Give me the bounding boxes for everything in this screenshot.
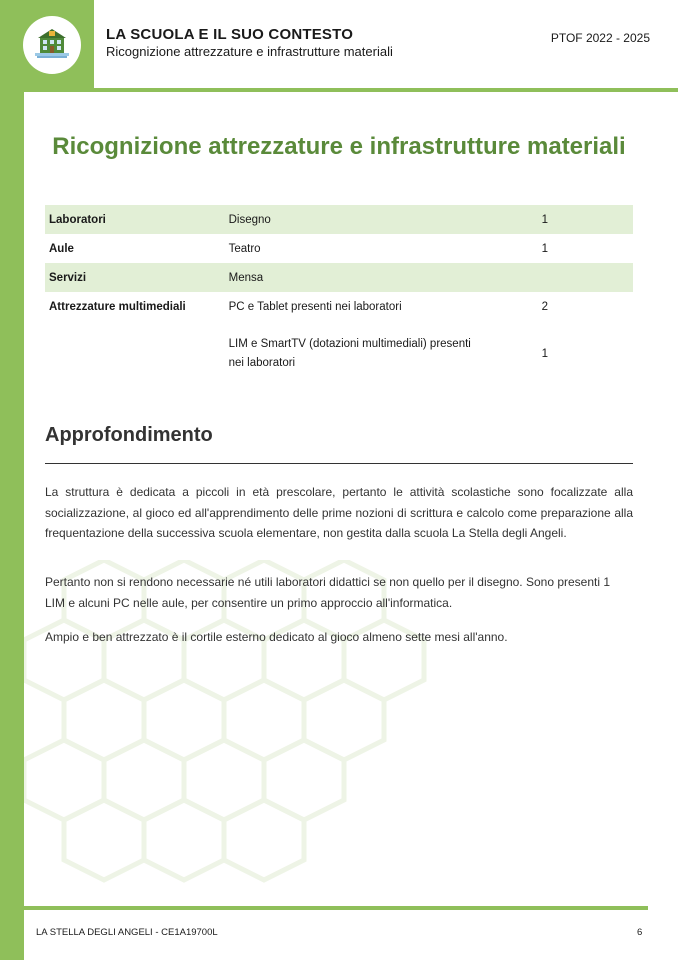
row-category: Servizi bbox=[45, 263, 225, 292]
footer-school-code: LA STELLA DEGLI ANGELI - CE1A19700L bbox=[36, 927, 218, 938]
row-item: Teatro bbox=[228, 242, 261, 255]
page-number: 6 bbox=[637, 927, 643, 938]
row-count: 1 bbox=[541, 347, 549, 360]
paragraph: Pertanto non si rendono necessarie né utili laboratori didattici se non quello per il disegno. Sono presenti 1 LIM e alcuni PC nelle aule, per consentire un primo approccio all'informatica. bbox=[45, 575, 611, 610]
paragraph: La struttura è dedicata a piccoli in età prescolare, pertanto le attività scolastiche sono focalizzate alla socializzazione, al gioco ed all'apprendimento delle prime nozioni di scrittura e calcolo come preparazione alla frequentazione della successiva scuola elementare, non gestita dalla scuola La Stella degli Angeli. bbox=[45, 485, 633, 540]
row-item: Disegno bbox=[225, 205, 538, 234]
header-subtitle: Ricognizione attrezzature e infrastrutture materiali bbox=[106, 44, 393, 59]
row-count bbox=[538, 263, 633, 292]
main-title: Ricognizione attrezzature e infrastrutture materiali bbox=[52, 133, 626, 160]
row-count: 2 bbox=[541, 300, 549, 313]
logo bbox=[23, 16, 81, 74]
table-row bbox=[45, 263, 633, 292]
header-logo-box bbox=[0, 0, 94, 92]
paragraph: Ampio e ben attrezzato è il cortile esterno dedicato al gioco almeno sette mesi all'anno. bbox=[45, 630, 508, 644]
table-row bbox=[45, 234, 633, 263]
row-category: Laboratori bbox=[45, 205, 225, 234]
school-building-icon bbox=[32, 25, 72, 66]
table-row bbox=[45, 321, 633, 387]
table-row bbox=[45, 292, 633, 321]
row-item: Mensa bbox=[225, 263, 538, 292]
table-row bbox=[45, 205, 633, 234]
section-heading: Approfondimento bbox=[45, 424, 213, 446]
row-count: 1 bbox=[538, 205, 633, 234]
row-item: LIM e SmartTV (dotazioni multimediali) presenti nei laboratori bbox=[228, 338, 471, 369]
ptof-label: PTOF 2022 - 2025 bbox=[550, 31, 650, 45]
header-title: LA SCUOLA E IL SUO CONTESTO bbox=[106, 26, 354, 43]
footer-divider bbox=[24, 906, 648, 910]
row-count: 1 bbox=[541, 242, 549, 255]
section-divider bbox=[45, 463, 633, 464]
row-category bbox=[45, 321, 225, 387]
row-category: Aule bbox=[49, 242, 74, 255]
left-accent-bar bbox=[0, 0, 24, 960]
row-category: Attrezzature multimediali bbox=[49, 300, 186, 313]
header-divider bbox=[94, 88, 678, 92]
infrastructure-table bbox=[45, 205, 633, 387]
row-item: PC e Tablet presenti nei laboratori bbox=[228, 300, 402, 313]
